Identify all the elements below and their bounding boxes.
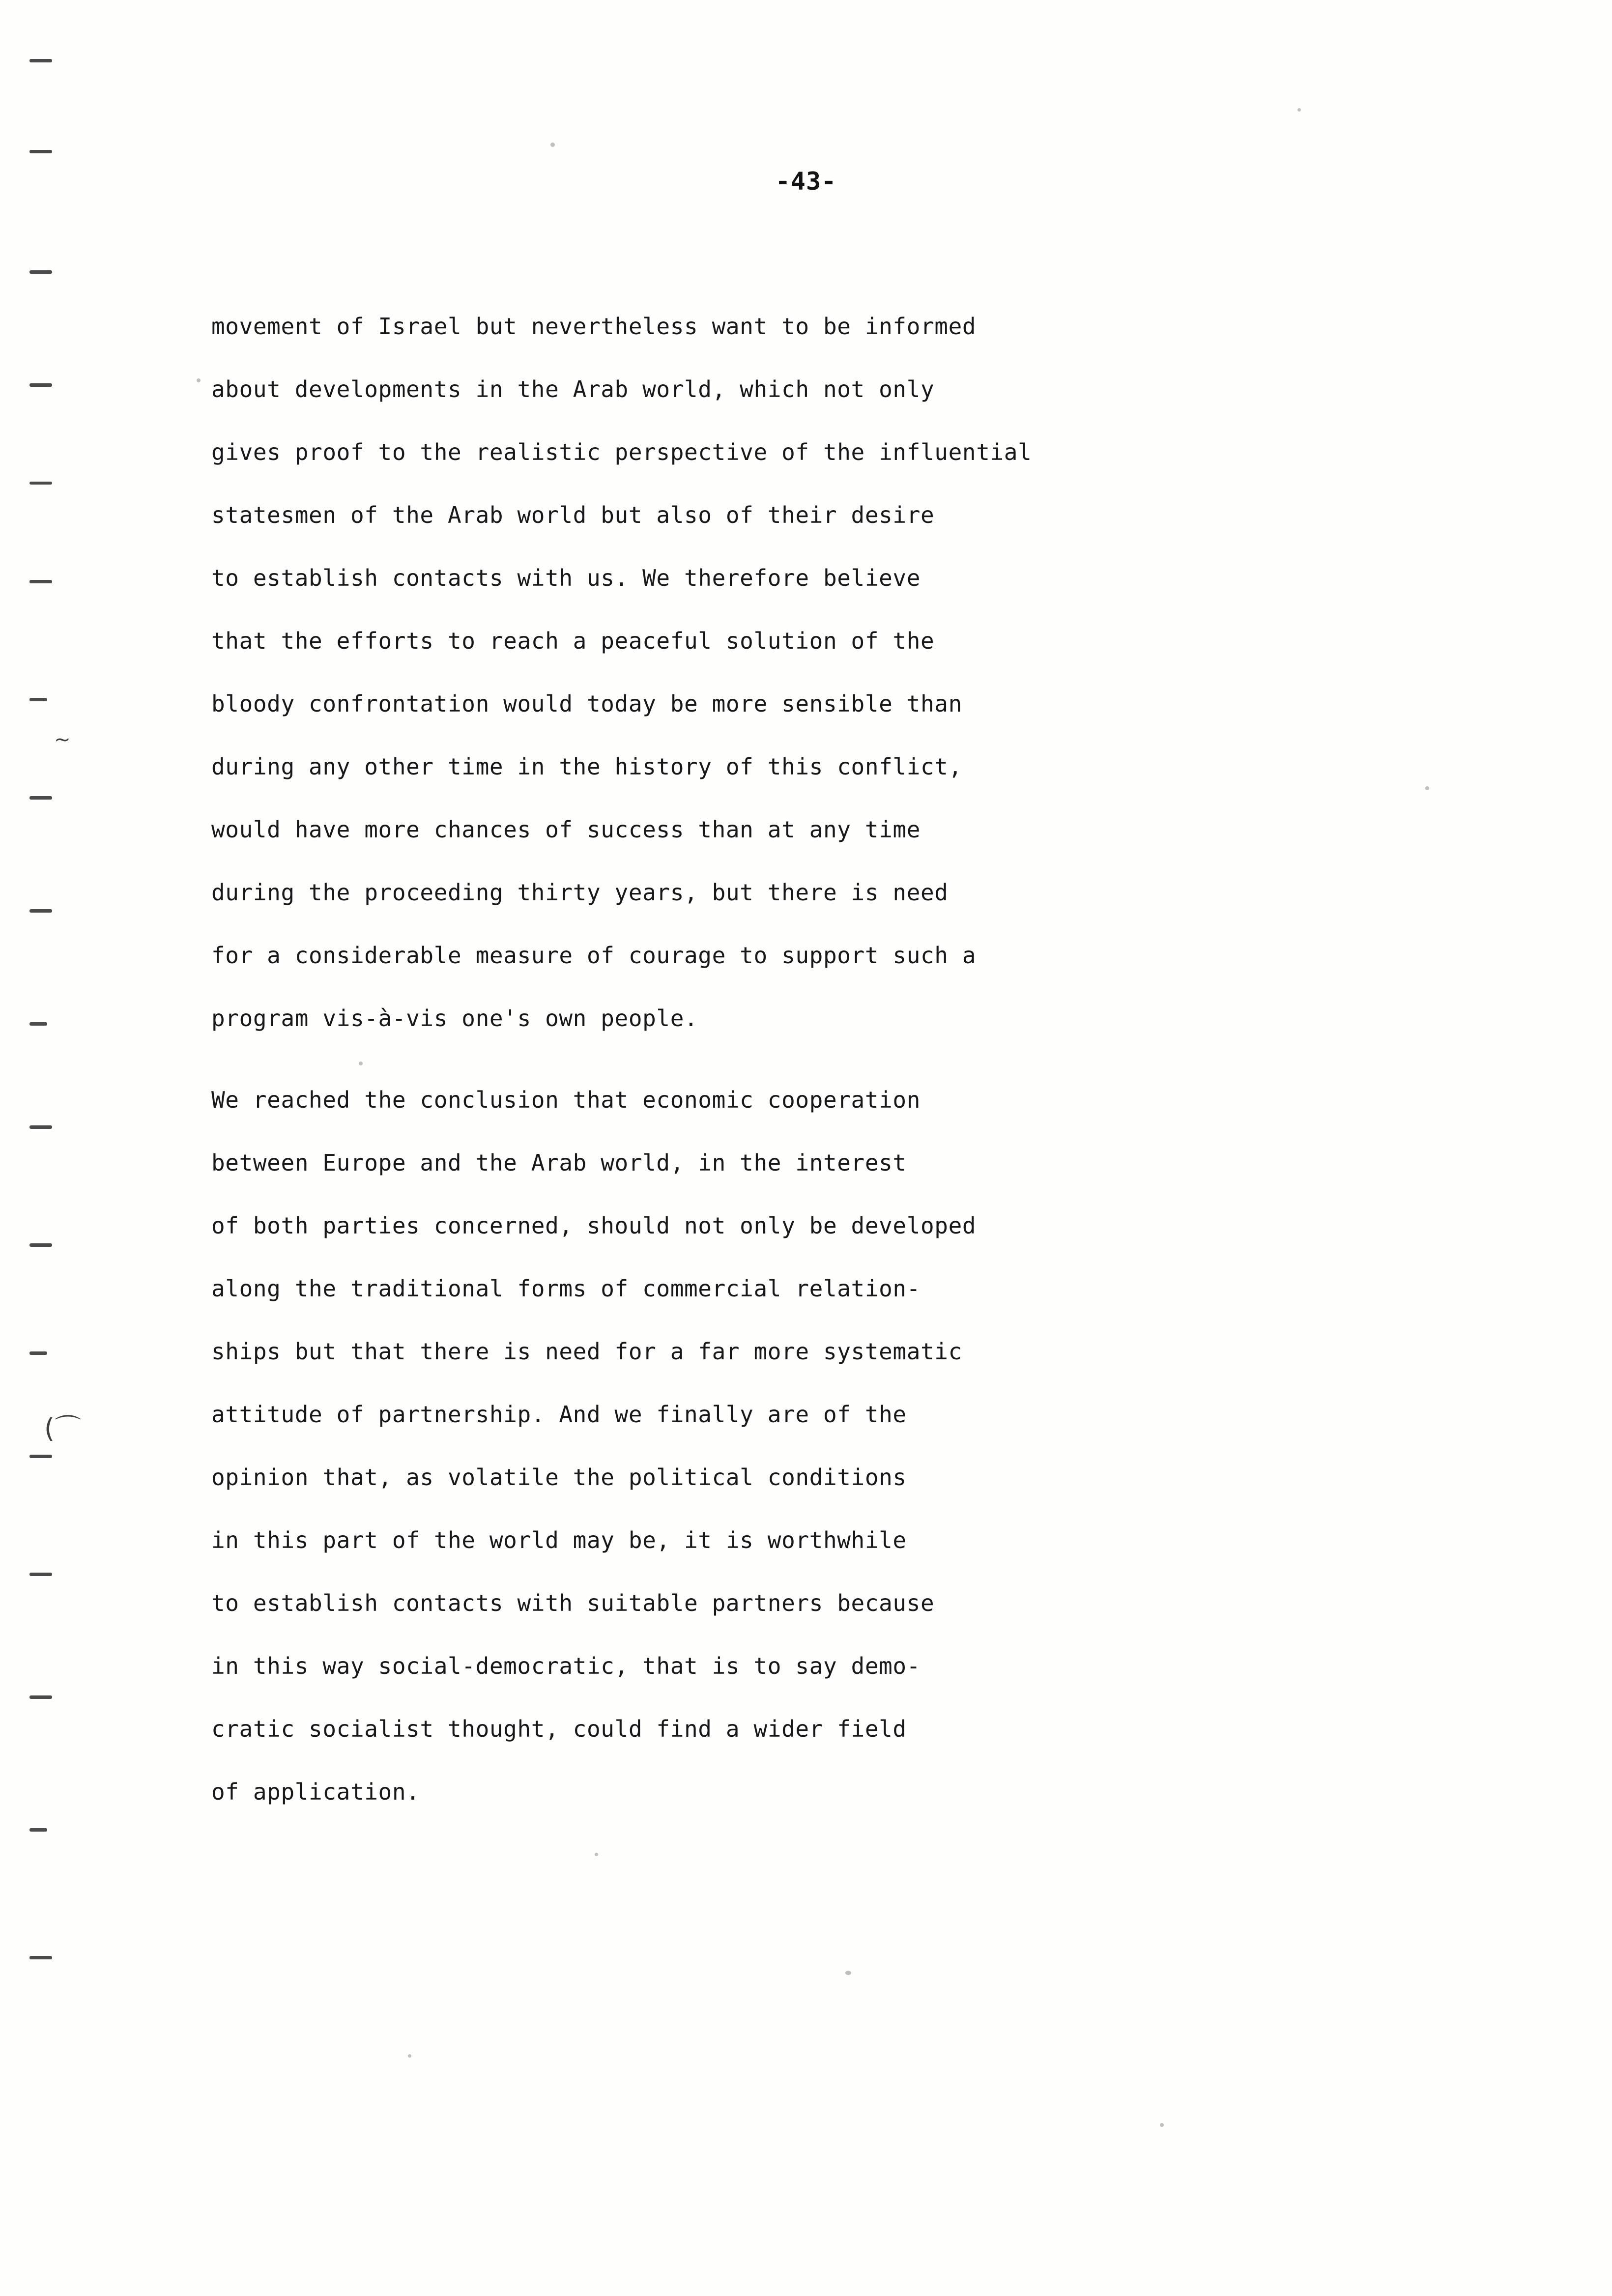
paragraph-2 <box>211 1068 1469 1823</box>
scan-speck <box>197 378 201 382</box>
scan-speck <box>550 143 555 147</box>
text-line: along the traditional forms of commercial relation- <box>211 1275 921 1302</box>
text-line: movement of Israel but nevertheless want to be informed <box>211 313 977 340</box>
text-line: in this way social-democratic, that is to say demo- <box>211 1653 921 1679</box>
text-line: ships but that there is need for a far more systematic <box>211 1338 962 1365</box>
text-line: We reached the conclusion that economic cooperation <box>211 1087 921 1113</box>
text-line: of both parties concerned, should not only be developed <box>211 1212 977 1239</box>
text-line: bloody confrontation would today be more sensible than <box>211 690 962 717</box>
text-line: to establish contacts with us. We therefore believe <box>211 565 921 591</box>
margin-scribble-1: ~ <box>54 728 71 751</box>
scan-speck <box>1425 786 1429 790</box>
scan-speck <box>595 1853 598 1856</box>
text-line: to establish contacts with suitable partners because <box>211 1590 935 1616</box>
scan-speck <box>408 2054 411 2058</box>
text-line: during any other time in the history of this conflict, <box>211 753 962 780</box>
margin-marks <box>29 44 118 2207</box>
page-number: -43- <box>775 167 837 196</box>
text-line: about developments in the Arab world, which not only <box>211 376 935 402</box>
text-line: during the proceeding thirty years, but there is need <box>211 879 949 906</box>
text-line: that the efforts to reach a peaceful solution of the <box>211 628 935 654</box>
text-line: in this part of the world may be, it is worthwhile <box>211 1527 907 1553</box>
text-line: gives proof to the realistic perspective of the influential <box>211 439 1032 465</box>
scan-speck <box>359 1062 363 1065</box>
body-text <box>211 295 1469 1823</box>
text-line: would have more chances of success than at any time <box>211 816 921 843</box>
scan-speck <box>1297 108 1301 112</box>
scan-speck <box>845 1971 851 1975</box>
margin-scribble-2: (⌒ <box>44 1413 82 1444</box>
text-line: between Europe and the Arab world, in the interest <box>211 1149 907 1176</box>
text-line: attitude of partnership. And we finally are of the <box>211 1401 907 1428</box>
text-line: statesmen of the Arab world but also of their desire <box>211 502 935 528</box>
paragraph-1 <box>211 295 1469 1050</box>
scan-speck <box>1160 2123 1164 2127</box>
text-line: for a considerable measure of courage to support such a <box>211 942 977 969</box>
text-line: of application. <box>211 1779 420 1805</box>
text-line: program vis-à-vis one's own people. <box>211 1005 698 1032</box>
text-line: cratic socialist thought, could find a wider field <box>211 1716 907 1742</box>
text-line: opinion that, as volatile the political conditions <box>211 1464 907 1491</box>
